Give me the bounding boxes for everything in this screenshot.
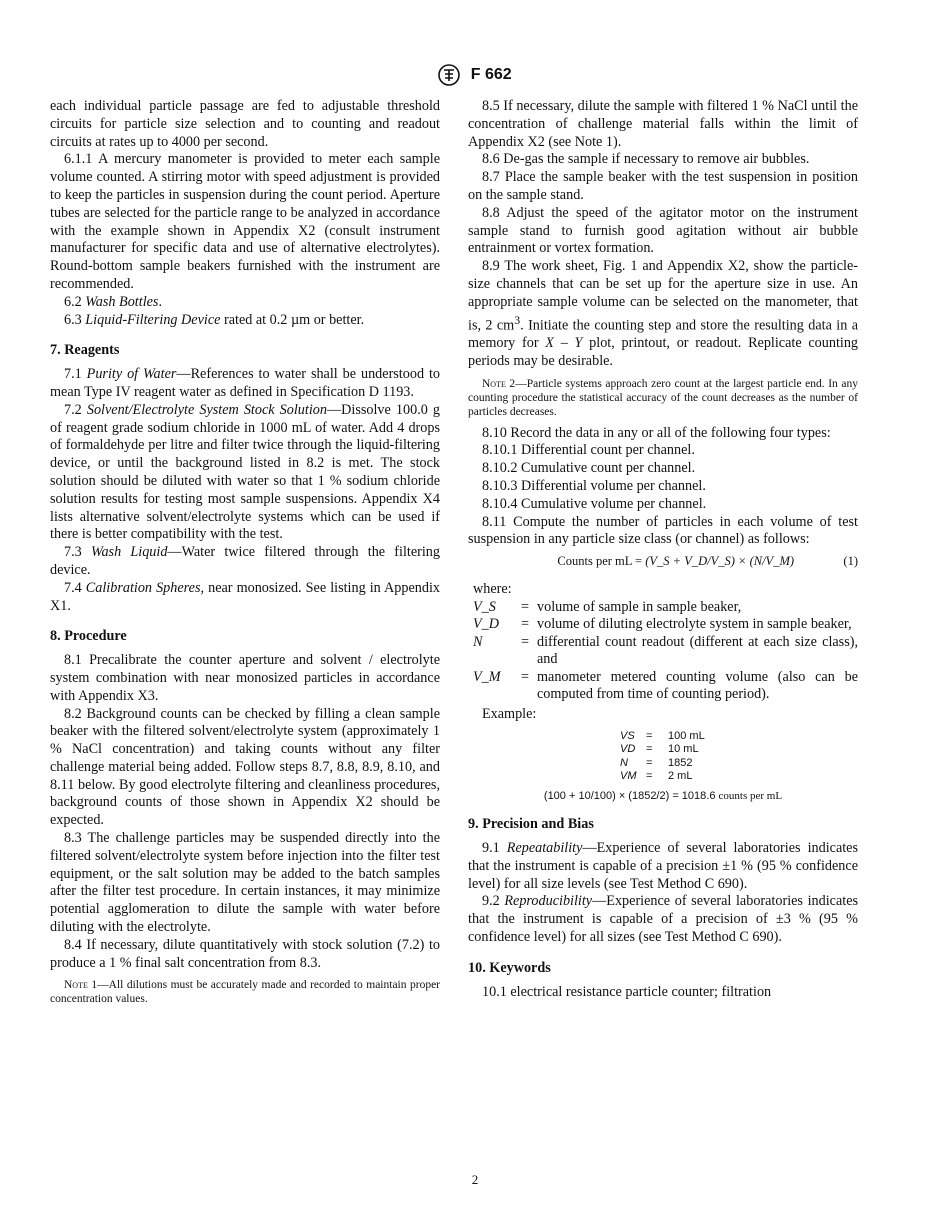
example-calculation: (100 + 10/100) × (1852/2) = 1018.6 counts per mL <box>543 789 783 802</box>
paragraph-8-10: 8.10 Record the data in any or all of the following four types: <box>482 424 831 441</box>
paragraph-8-11: 8.11 Compute the number of particles in each volume of test suspension in any particle size class (or channel) as follows: <box>468 513 858 548</box>
equation-1: Counts per mL = (V_S + V_D/V_S) × (N/V_M) (1) <box>468 553 858 571</box>
where-block: where: V_S = volume of sample in sample beaker, V_D = volume of diluting electrolyte system in sample beaker, N = differential count readout (different at each size class), and V_M = manometer metered counting volume (also can be computed from time of counting period). Example: <box>468 581 858 724</box>
note-2: Note 2—Particle systems approach zero count at the largest particle end. In any counting procedure the statistical accuracy of the count decreases as the number of particles decreases. <box>468 377 858 418</box>
paragraph-8-6: 8.6 De-gas the sample if necessary to remove air bubbles. <box>482 151 810 168</box>
equation-formula: (V_S + V_D/V_S) × (N/V_M) <box>645 554 795 569</box>
document-designation: F 662 <box>470 66 512 84</box>
section-heading-9: 9. Precision and Bias <box>468 816 594 833</box>
paragraph-9-2: 9.2 Reproducibility—Experience of several laboratories indicates that the instrument is capable of a precision of ±3 % (95 % confidence level) for all sizes (see Test Method C 690). <box>468 893 859 945</box>
example-row: VS = 100 mL <box>620 729 705 742</box>
section-heading-10: 10. Keywords <box>468 959 551 976</box>
paragraph-8-9: 8.9 The work sheet, Fig. 1 and Appendix X2, show the particle-size channels that can be set up for the aperture size in use. An appropriate sample volume can be selected on the manometer, that is, 2 $cm^3$. Initiate the counting step and store the resulting data in a memory for X – Y plot, printout, or readout. Replicate counting periods may be desirable. <box>468 258 859 369</box>
paragraph-9-1: 9.1 Repeatability—Experience of several laboratories indicates that the instrument is capable of a precision ±1 % (95 % confidence level) for all size levels (see Test Method C 690). <box>468 839 858 892</box>
equation-number: (1) <box>843 554 858 569</box>
paragraph-7-2: 7.2 Solvent/Electrolyte System Stock Solution—Dissolve 100.0 g of reagent grade sodium chloride in 1000 mL of water. Add 4 drops of formaldehyde per litre and filter twice through the liquid-filtering device, or until the background listed in 8.2 is met. The stock solution should be diluted with water so that 1 % sodium chloride solution results for testing most sample suspensions. Appendix X4 lists alternative solvent/electrolyte systems which can be used if there is better compatibility with the test. <box>50 401 441 543</box>
section-heading-7: 7. Reagents <box>50 342 120 359</box>
note-1: Note 1—All dilutions must be accurately made and recorded to maintain proper concentration values. <box>50 979 441 1006</box>
definition-row: V_S = volume of sample in sample beaker, <box>473 598 742 615</box>
paragraph-8-7: 8.7 Place the sample beaker with the test suspension in position on the sample stand. <box>468 169 858 203</box>
page-number: 2 <box>471 1172 479 1187</box>
paragraph-8-10-4: 8.10.4 Cumulative volume per channel. <box>482 495 707 512</box>
section-heading-8: 8. Procedure <box>50 628 127 645</box>
paragraph-8-1: 8.1 Precalibrate the counter aperture and solvent / electrolyte system combination with near monosized particles in accordance with Appendix X3. <box>50 652 440 704</box>
paragraph-8-3: 8.3 The challenge particles may be suspended directly into the filtered solvent/electrolyte system before injection into the filter test equipment, or the salt solution may be added to the batch samples after the filter test procedure. In certain instances, it may minimize potential agglomeration to dilute the sample with water before diluting with the electrolyte. <box>50 830 440 936</box>
paragraph-7-3: 7.3 Wash Liquid—Water twice filtered through the filtering device. <box>50 544 440 578</box>
paragraph-7-1: 7.1 Purity of Water—References to water shall be understood to mean Type IV reagent water as defined in Specification D 1193. <box>50 366 441 400</box>
example-row: VD = 10 mL <box>620 743 699 756</box>
paragraph-8-10-3: 8.10.3 Differential volume per channel. <box>482 478 706 495</box>
paragraph-8-4: 8.4 If necessary, dilute quantitatively with stock solution (7.2) to produce a 1 % final salt concentration from 8.3. <box>50 936 440 971</box>
paragraph-8-10-2: 8.10.2 Cumulative count per channel. <box>482 460 696 477</box>
paragraph-7-4: 7.4 Calibration Spheres, near monosized. See listing in Appendix X1. <box>50 579 440 614</box>
paragraph-8-10-1: 8.10.1 Differential count per channel. <box>482 442 695 459</box>
paragraph-10-1: 10.1 electrical resistance particle counter; filtration <box>482 983 772 1000</box>
paragraph-6-2: 6.2 Wash Bottles. <box>64 293 163 310</box>
paragraph-8-5: 8.5 If necessary, dilute the sample with filtered 1 % NaCl until the concentration of challenge material falls within the limit of Appendix X2 (see Note 1). <box>468 98 858 150</box>
page-header <box>0 64 950 86</box>
example-label: Example: <box>482 705 537 722</box>
paragraph-8-2: 8.2 Background counts can be checked by filling a clean sample beaker with the filtered solvent/electrolyte system (approximately 1 % NaCl concentration) and taking counts without any filter challenge material being added. Follow steps 8.7, 8.8, 8.9, 8.10, and 8.11 below. By good electrolyte filtering and cleanliness procedures, background counts of those shown in Appendix X2 should be expected. <box>50 705 440 829</box>
definition-row: V_M = manometer metered counting volume (also can be computed from time of counting period). <box>473 668 858 703</box>
example-row: VM = 2 mL <box>620 770 693 783</box>
definition-row: N = differential count readout (different at each size class), and <box>473 633 858 668</box>
paragraph-6-3: 6.3 Liquid-Filtering Device rated at 0.2 µm or better. <box>64 311 365 328</box>
right-column <box>468 98 858 1001</box>
example-row: N = 1852 <box>620 756 693 769</box>
paragraph: each individual particle passage are fed to adjustable threshold circuits for particle size selection and to counting and readout circuits at rates up to 4000 per second. <box>50 98 440 150</box>
definition-row: V_D = volume of diluting electrolyte system in sample beaker, <box>473 616 852 633</box>
astm-logo-icon <box>438 64 460 86</box>
paragraph-6-1-1: 6.1.1 A mercury manometer is provided to meter each sample volume counted. A stirring motor with speed adjustment is provided to keep the particles in suspension during the count period. Aperture tubes are selected for the particle range to be analyzed in accordance with the example shown in Appendix X2 (consult instrument manufacturer for specific data and use of alternative electrolytes). Round-bottom sample beakers furnished with the instrument are recommended. <box>50 151 440 292</box>
example-block <box>468 730 858 804</box>
left-column <box>50 98 440 1012</box>
paragraph-8-8: 8.8 Adjust the speed of the agitator motor on the instrument sample stand to furnish good agitation without air bubble entrainment or vortex formation. <box>468 204 858 257</box>
